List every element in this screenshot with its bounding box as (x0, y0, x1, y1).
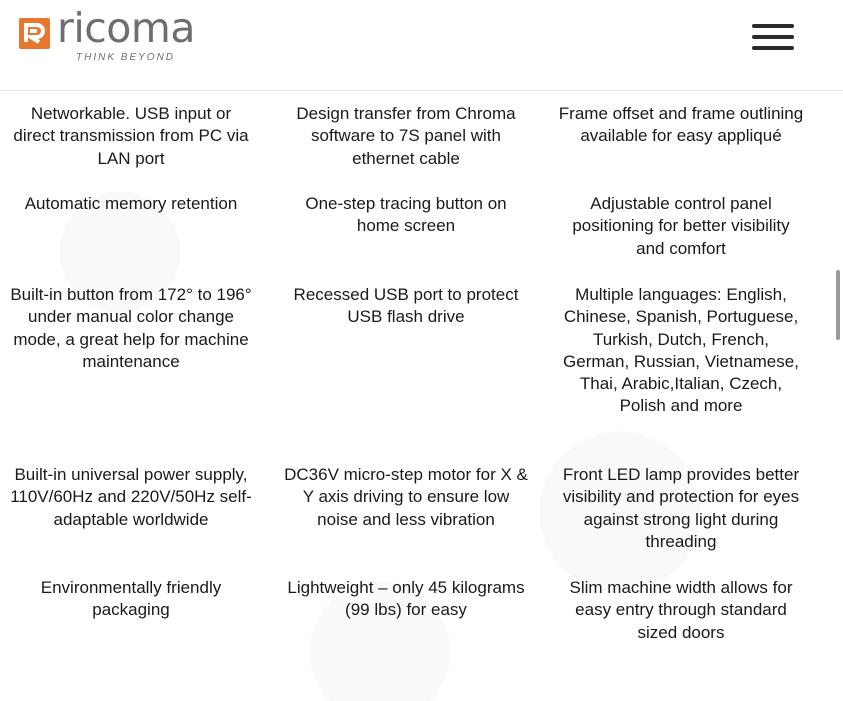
feature-item: Front LED lamp provides better visibility and protection for eyes against strong light during threading (562, 465, 800, 551)
hamburger-menu-icon-bar (752, 46, 794, 50)
page-scrollbar[interactable] (828, 92, 843, 701)
feature-item: Multiple languages: English, Chinese, Spanish, Portuguese, Turkish, Dutch, French, German, Russian, Vietnamese, Thai, Arabic,Italian, Czech, Polish and more (563, 285, 799, 416)
feature-item: Networkable. USB input or direct transmission from PC via LAN port (13, 104, 249, 168)
feature-item: Lightweight – only 45 kilograms (99 lbs) for easy (287, 578, 525, 620)
features-grid (0, 92, 828, 701)
feature-item: Frame offset and frame outlining available for easy appliqué (558, 104, 804, 146)
feature-item: Built-in universal power supply, 110V/60Hz and 220V/50Hz self-adaptable worldwide (10, 465, 252, 529)
feature-item: Design transfer from Chroma software to 7S panel with ethernet cable (296, 104, 516, 168)
feature-item: Automatic memory retention (24, 194, 238, 213)
feature-item: Adjustable control panel positioning for better visibility and comfort (572, 194, 790, 258)
site-header (0, 0, 843, 91)
feature-item: One-step tracing button on home screen (305, 194, 507, 236)
hamburger-menu-icon-bar (752, 35, 794, 39)
scrollbar-thumb[interactable] (836, 270, 840, 340)
brand-name: ricoma (57, 4, 195, 52)
feature-item: Slim machine width allows for easy entry through standard sized doors (569, 578, 793, 642)
feature-item: Environmentally friendly packaging (40, 578, 222, 620)
hamburger-menu-button[interactable] (752, 24, 794, 50)
feature-item: Recessed USB port to protect USB flash drive (293, 285, 519, 327)
brand-tagline: THINK BEYOND (76, 52, 176, 63)
ricoma-logo-mark-icon (19, 18, 50, 49)
feature-item: DC36V micro-step motor for X & Y axis driving to ensure low noise and less vibration (284, 465, 528, 529)
ricoma-logo[interactable] (19, 4, 195, 66)
feature-item: Built-in button from 172° to 196° under manual color change mode, a great help for machine maintenance (10, 285, 252, 371)
hamburger-menu-icon (752, 24, 794, 28)
